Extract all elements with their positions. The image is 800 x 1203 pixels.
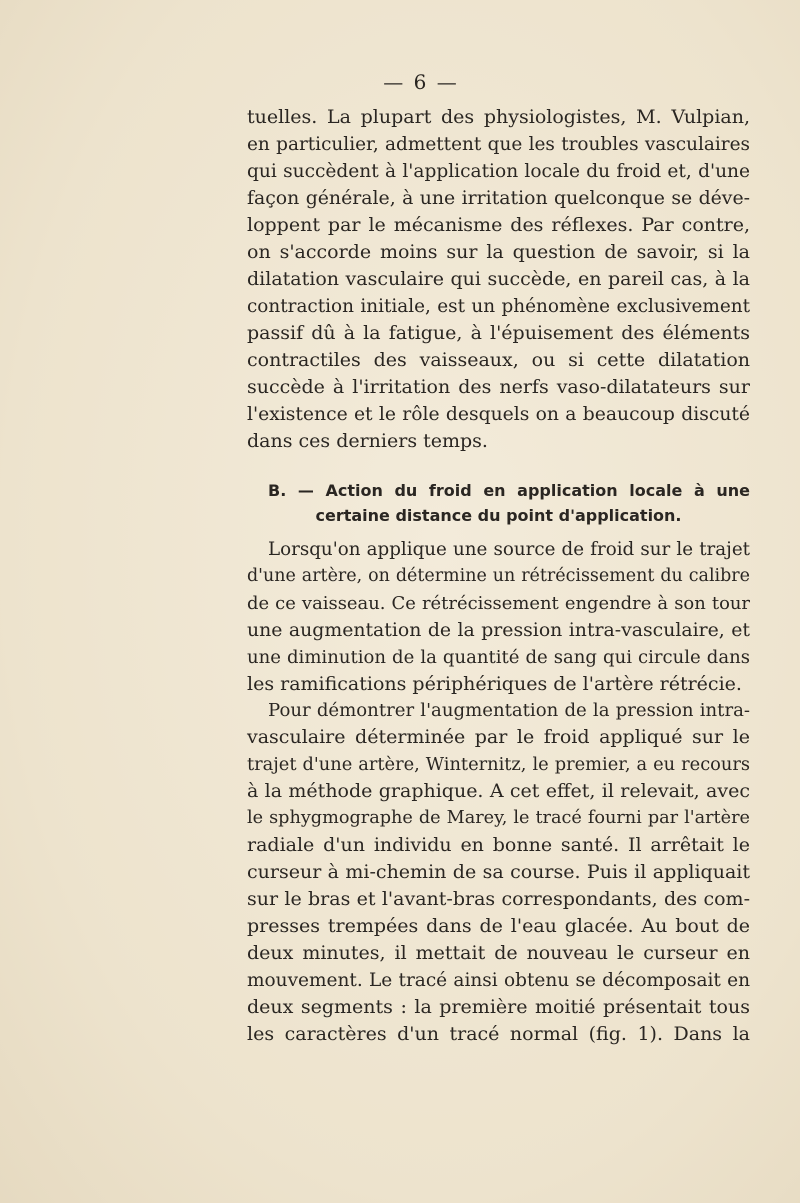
- text-line: qui succèdent à l'application locale du froid et, d'une: [247, 161, 750, 182]
- text-line: succède à l'irritation des nerfs vaso-dilatateurs sur: [247, 376, 750, 398]
- text-line: dilatation vasculaire qui succède, en pareil cas, à la: [247, 268, 750, 290]
- text-line: radiale d'un individu en bonne santé. Il arrêtait le: [247, 834, 750, 856]
- text-line: on s'accorde moins sur la question de savoir, si la: [247, 241, 750, 263]
- paragraph-2: [247, 536, 750, 698]
- text-line: contractiles des vaisseaux, ou si cette dilatation: [247, 349, 750, 371]
- text-line: les caractères d'un tracé normal (fig. 1). Dans la: [247, 1023, 750, 1045]
- section-heading: [247, 478, 750, 528]
- text-line: mouvement. Le tracé ainsi obtenu se décomposait en: [247, 970, 750, 991]
- text-line: Pour démontrer l'augmentation de la pression intra-: [268, 700, 750, 721]
- text-line: loppent par le mécanisme des réflexes. Par contre,: [247, 214, 750, 236]
- text-line: Lorsqu'on applique une source de froid sur le trajet: [268, 539, 750, 560]
- text-line: deux segments : la première moitié présentait tous: [247, 996, 750, 1018]
- text-line: presses trempées dans de l'eau glacée. Au bout de: [247, 915, 750, 937]
- text-line: en particulier, admettent que les troubles vasculaires: [247, 134, 750, 155]
- page-number: — 6 —: [383, 70, 459, 94]
- paragraph-3: [247, 697, 750, 1048]
- text-line: le sphygmographe de Marey, le tracé fourni par l'artère: [247, 808, 750, 828]
- text-line: d'une artère, on détermine un rétrécissement du calibre: [247, 566, 750, 586]
- section-heading-line-1: B. — Action du froid en application locale à une: [268, 481, 750, 500]
- text-line: une diminution de la quantité de sang qui circule dans: [247, 647, 750, 668]
- text-line: les ramifications périphériques de l'artère rétrécie.: [247, 673, 742, 695]
- text-line: tuelles. La plupart des physiologistes, M. Vulpian,: [247, 106, 750, 128]
- section-heading-line-2: certaine distance du point d'application.: [315, 506, 682, 525]
- text-line: l'existence et le rôle desquels on a beaucoup discuté: [247, 404, 750, 425]
- text-line: curseur à mi-chemin de sa course. Puis il appliquait: [247, 861, 750, 883]
- text-line: passif dû à la fatigue, à l'épuisement des éléments: [247, 322, 750, 344]
- text-line: contraction initiale, est un phénomène exclusivement: [247, 296, 750, 317]
- text-line: façon générale, à une irritation quelconque se déve-: [247, 187, 750, 209]
- text-line: deux minutes, il mettait de nouveau le curseur en: [247, 942, 750, 964]
- text-line: une augmentation de la pression intra-vasculaire, et: [247, 620, 750, 641]
- text-line: trajet d'une artère, Winternitz, le premier, a eu recours: [247, 754, 750, 775]
- text-line: à la méthode graphique. A cet effet, il relevait, avec: [247, 780, 750, 802]
- paragraph-1: [247, 104, 750, 455]
- text-line: vasculaire déterminée par le froid appliqué sur le: [247, 726, 750, 748]
- text-line: sur le bras et l'avant-bras correspondants, des com-: [247, 888, 750, 910]
- text-line: de ce vaisseau. Ce rétrécissement engendre à son tour: [247, 593, 750, 614]
- text-line: dans ces derniers temps.: [247, 430, 488, 452]
